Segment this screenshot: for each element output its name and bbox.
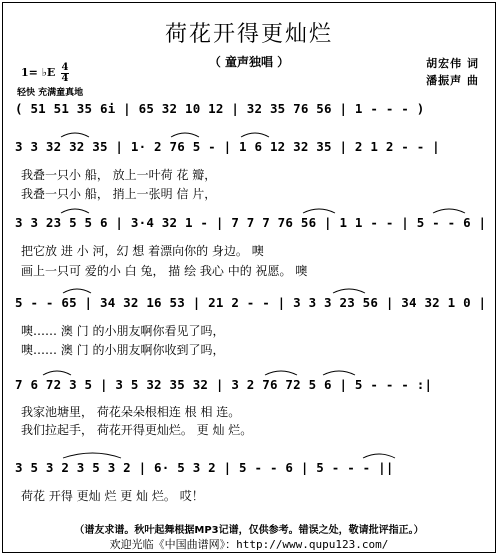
slur-mark xyxy=(61,209,89,213)
lyric-line-2-verse-1: 把它放 进 小 河，幻 想 着漂向你的 身边。 噢 xyxy=(21,244,264,258)
slur-mark xyxy=(61,133,89,137)
slur-overlay xyxy=(3,3,496,553)
transcription-note: （谱友求谱。秋叶起舞根据MP3记谱，仅供参考。错误之处，敬请批评指正。） xyxy=(74,525,424,536)
lyric-line-4-verse-1: 我家池塘里， 荷花朵朵根相连 根 相 连。 xyxy=(21,405,241,419)
notation-line-1: 3 3 32 32 35 | 1· 2 76 5 - | 1 6 12 32 35 | 2 1 2 - - | xyxy=(15,139,440,154)
notation-line-5: 3 5 3 2 3 5 3 2 | 6· 5 3 2 | 5 - - 6 | 5 - - - || xyxy=(15,460,394,475)
lyric-line-3-verse-1: 噢…… 澳 门 的小朋友啊你看见了吗， xyxy=(21,324,225,338)
song-title: 荷花开得更灿烂 xyxy=(164,22,333,47)
slur-mark xyxy=(303,209,335,213)
lyric-line-2-verse-2: 画上一只可 爱的小 白 兔， 描 绘 我心 中的 祝愿。 噢 xyxy=(21,264,308,278)
site-banner[interactable]: 欢迎光临《中国曲谱网》：http://www.qupu123.com/ xyxy=(109,538,389,551)
lyric-line-4-verse-2: 我们拉起手， 荷花开得更灿烂。 更 灿 烂。 xyxy=(21,423,253,437)
key-signature: 1= ♭E xyxy=(21,66,56,79)
slur-mark xyxy=(63,289,91,293)
notation-line-2: 3 3 23 5 5 6 | 3·4 32 1 - | 7 7 7 76 56 | 1 1 - - | 5 - - 6 | xyxy=(15,215,487,230)
slur-mark xyxy=(323,371,355,375)
slur-mark xyxy=(265,371,297,375)
lyric-line-5-verse-1: 荷花 开得 更灿 烂 更 灿 烂。 哎！ xyxy=(21,489,204,503)
score-page xyxy=(2,2,496,553)
slur-mark xyxy=(43,371,71,375)
notation-line-intro: ( 51 51 35 6i | 65 32 10 12 | 32 35 76 56 | 1 - - - ) xyxy=(15,101,425,116)
lyricist-credit: 胡宏伟 词 xyxy=(426,57,479,70)
lyric-line-1-verse-2: 我叠一只小 船， 捎上一张明 信 片， xyxy=(21,187,217,201)
lyric-line-1-verse-1: 我叠一只小 船， 放上一叶荷 花 瓣， xyxy=(21,168,217,182)
notation-line-4: 7 6 72 3 5 | 3 5 32 35 32 | 3 2 76 72 5 6 | 5 - - - :| xyxy=(15,377,433,392)
notation-line-3: 5 - - 65 | 34 32 16 53 | 21 2 - - | 3 3 3 23 56 | 34 32 1 0 | xyxy=(15,295,487,310)
slur-mark xyxy=(433,209,465,213)
tempo-marking: 轻快 充满童真地 xyxy=(17,88,84,98)
slur-mark xyxy=(171,133,199,137)
lyric-line-3-verse-2: 噢…… 澳 门 的小朋友啊你收到了吗， xyxy=(21,343,225,357)
slur-mark xyxy=(63,453,121,458)
time-signature-bottom: 4 xyxy=(61,73,69,84)
slur-mark xyxy=(363,454,395,458)
composer-credit: 潘振声 曲 xyxy=(426,74,479,87)
slur-mark xyxy=(241,133,269,137)
slur-mark xyxy=(333,289,365,293)
song-subtitle: （ 童声独唱 ） xyxy=(208,55,290,69)
time-signature-top: 4 xyxy=(61,62,69,73)
